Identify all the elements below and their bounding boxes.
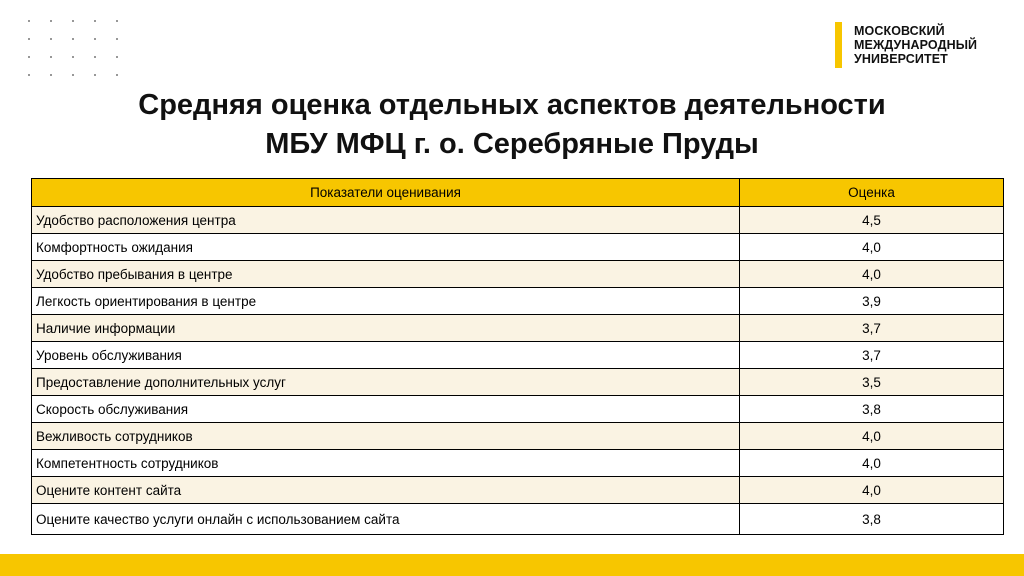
row-label: Легкость ориентирования в центре — [32, 288, 740, 315]
row-score: 4,0 — [740, 234, 1004, 261]
row-score: 3,5 — [740, 369, 1004, 396]
row-score: 4,0 — [740, 261, 1004, 288]
row-label: Удобство расположения центра — [32, 207, 740, 234]
header-score: Оценка — [740, 179, 1004, 207]
row-score: 4,0 — [740, 423, 1004, 450]
table-row — [32, 504, 1004, 535]
row-score: 3,8 — [740, 396, 1004, 423]
logo-line-3: УНИВЕРСИТЕТ — [854, 52, 948, 66]
header-indicators: Показатели оценивания — [32, 179, 740, 207]
row-label: Компетентность сотрудников — [32, 450, 740, 477]
page-title — [0, 86, 1024, 164]
ratings-table — [31, 178, 1004, 535]
row-label: Оцените контент сайта — [32, 477, 740, 504]
row-label: Предоставление дополнительных услуг — [32, 369, 740, 396]
table-row — [32, 315, 1004, 342]
logo-line-1: МОСКОВСКИЙ — [854, 24, 945, 38]
row-label: Комфортность ожидания — [32, 234, 740, 261]
logo-line-2: МЕЖДУНАРОДНЫЙ — [854, 38, 978, 52]
table-row — [32, 477, 1004, 504]
table-row — [32, 369, 1004, 396]
table-row — [32, 423, 1004, 450]
row-label: Скорость обслуживания — [32, 396, 740, 423]
row-score: 4,5 — [740, 207, 1004, 234]
title-line-2: МБУ МФЦ г. о. Серебряные Пруды — [265, 128, 759, 160]
row-score: 4,0 — [740, 477, 1004, 504]
row-label: Уровень обслуживания — [32, 342, 740, 369]
title-line-1: Средняя оценка отдельных аспектов деятельности — [138, 89, 886, 121]
table-row — [32, 288, 1004, 315]
row-label: Наличие информации — [32, 315, 740, 342]
table-row — [32, 207, 1004, 234]
row-score: 4,0 — [740, 450, 1004, 477]
university-logo — [835, 22, 977, 68]
table-row — [32, 342, 1004, 369]
bottom-accent-bar — [0, 554, 1024, 576]
logo-text — [854, 22, 977, 68]
table-row — [32, 450, 1004, 477]
table-row — [32, 234, 1004, 261]
table-row — [32, 261, 1004, 288]
row-score: 3,7 — [740, 315, 1004, 342]
logo-accent-bar — [835, 22, 842, 68]
row-score: 3,8 — [740, 504, 1004, 535]
table-header-row — [32, 179, 1004, 207]
row-label: Вежливость сотрудников — [32, 423, 740, 450]
row-label: Оцените качество услуги онлайн с использованием сайта — [32, 504, 740, 535]
row-score: 3,7 — [740, 342, 1004, 369]
row-label: Удобство пребывания в центре — [32, 261, 740, 288]
row-score: 3,9 — [740, 288, 1004, 315]
decorative-dots — [28, 20, 138, 76]
table-row — [32, 396, 1004, 423]
